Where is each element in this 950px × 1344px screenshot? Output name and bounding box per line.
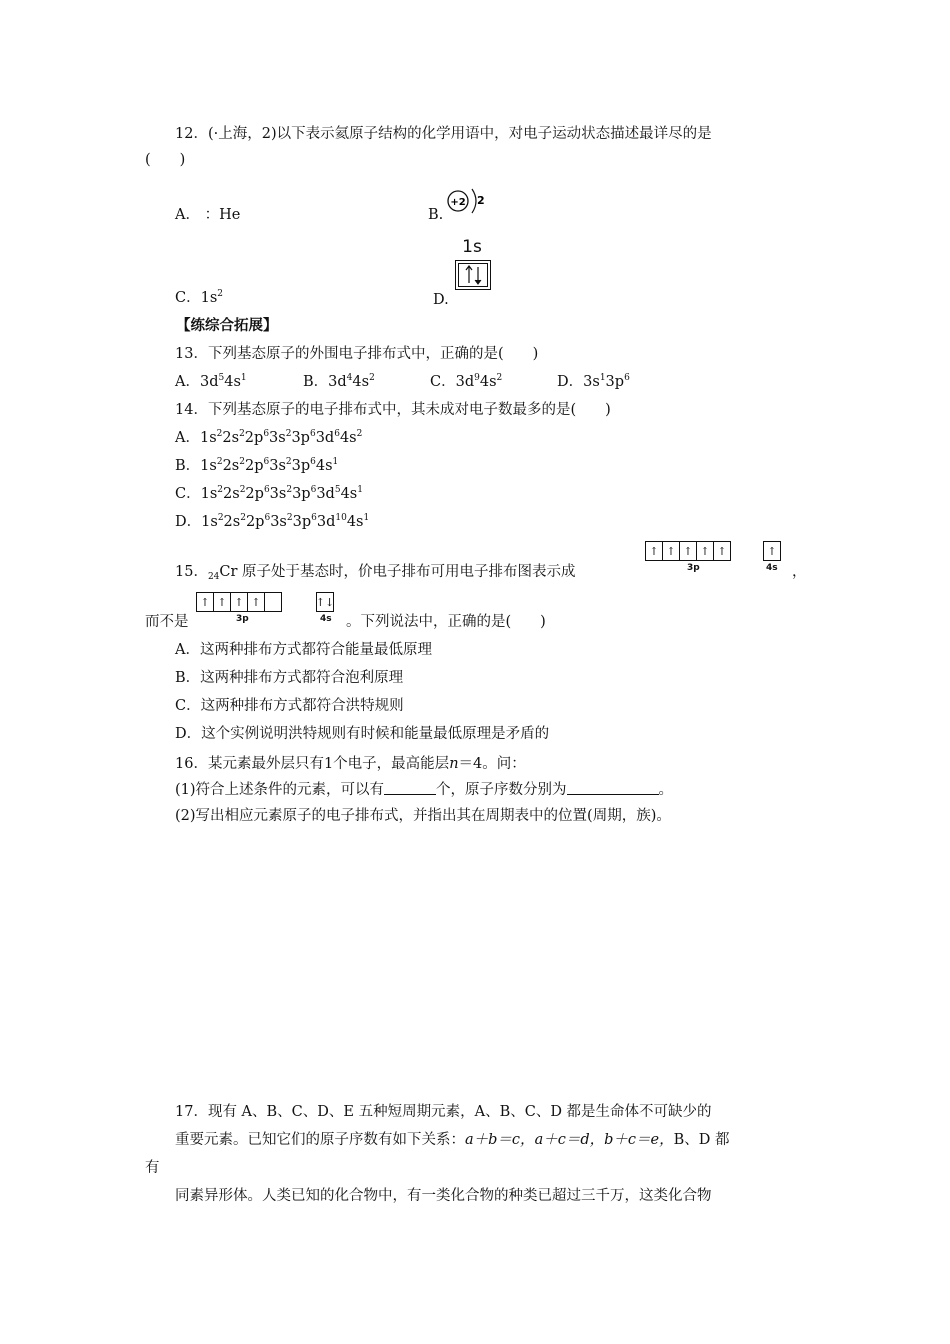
orbital-3p-label: 3p	[687, 563, 700, 573]
empty-orbital	[265, 593, 281, 611]
orbital-1s-label: 1s	[462, 237, 482, 257]
up-arrow-icon: ↑	[214, 593, 231, 611]
atom-nucleus-charge: +2	[450, 197, 466, 208]
q12-option-b-label: B.	[428, 207, 444, 223]
paired-electron-arrows-icon	[456, 261, 490, 289]
q17-equation-2: a＋c＝d，	[534, 1132, 605, 1148]
q14-stem: 14．下列基态原子的电子排布式中，其未成对电子数最多的是( )	[175, 402, 611, 418]
up-arrow-icon: ↑	[646, 542, 663, 560]
q13-option-d: D．$3s^13p^6$	[557, 373, 630, 390]
up-arrow-icon: ↑	[197, 593, 214, 611]
q12-answer-blank: ( )	[145, 152, 186, 168]
q17-line1: 17．现有 A、B、C、D、E 五种短周期元素，A、B、C、D 都是生命体不可缺少的	[175, 1104, 712, 1120]
atom-structure-icon	[444, 186, 486, 218]
q15-element: Cr	[219, 564, 238, 580]
atom-structure-diagram	[444, 186, 486, 218]
q17-equation-1: a＋b＝c，	[465, 1132, 535, 1148]
orbital-3p-label: 3p	[236, 614, 249, 624]
q12-option-d-label: D.	[433, 292, 449, 308]
orbital-diagram-correct	[645, 541, 795, 581]
q16-part1: (1)符合上述条件的元素，可以有 个，原子序数分别为 。	[175, 782, 674, 798]
up-arrow-icon: ↑	[767, 544, 777, 558]
q12-option-a-label: A．	[175, 207, 200, 223]
orbital-4s-row	[763, 541, 781, 561]
orbital-4s-label: 4s	[766, 563, 778, 573]
orbital-diagram-1s	[452, 238, 492, 290]
q14-option-c: C．$1s^22s^22p^63s^23p^63d^54s^1$	[175, 485, 363, 502]
answer-blank-2[interactable]	[567, 780, 659, 795]
q14-option-b: B．$1s^22s^22p^63s^23p^64s^1$	[175, 457, 339, 474]
q15-stem: 15．$_{24}$Cr 原子处于基态时，价电子排布可用电子排布图表示成	[175, 564, 576, 582]
q12-option-c	[175, 288, 223, 308]
q16-stem: 16．某元素最外层只有1个电子，最高能层n＝4。问：	[175, 756, 526, 772]
q15-line2-rest: 。下列说法中，正确的是( )	[346, 614, 546, 630]
q12-option-c-formula: $1s^2$	[200, 289, 224, 306]
q15-option-b: B．这两种排布方式都符合泡利原理	[175, 670, 404, 686]
q16-n-variable: n	[449, 756, 459, 772]
up-arrow-icon: ↑	[248, 593, 265, 611]
up-arrow-icon: ↑	[231, 593, 248, 611]
atom-shell-electrons: 2	[477, 194, 485, 207]
q17-line4: 同素异形体。人类已知的化合物中，有一类化合物的种类已超过三千万，这类化合物	[175, 1188, 712, 1204]
q15-line2-start: 而不是	[145, 614, 189, 630]
q17-line3: 有	[145, 1160, 160, 1176]
section-title: 【练综合拓展】	[176, 317, 278, 334]
q12-stem: 12．(·上海，2)以下表示氦原子结构的化学用语中，对电子运动状态描述最详尽的是	[175, 126, 712, 142]
q16-part2: (2)写出相应元素原子的电子排布式，并指出其在周期表中的位置(周期，族)。	[175, 808, 671, 824]
q13-option-c: C．$3d^94s^2$	[430, 373, 503, 390]
orbital-4s-label: 4s	[320, 614, 332, 624]
up-arrow-icon: ↑	[680, 542, 697, 560]
q13-stem: 13．下列基态原子的外围电子排布式中，正确的是( )	[175, 346, 539, 362]
q13-option-b: B．$3d^44s^2$	[303, 373, 375, 390]
q14-option-a: A．$1s^22s^22p^63s^23p^63d^64s^2$	[175, 429, 363, 446]
electron-configuration: $3d^54s^1$	[199, 373, 247, 390]
orbital-diagram-alternative	[196, 592, 346, 632]
orbital-3p-row	[196, 592, 282, 612]
electron-configuration: $1s^22s^22p^63s^23p^63d^{10}4s^1$	[201, 513, 370, 530]
up-arrow-icon: ↑	[717, 544, 727, 558]
q15-option-a: A．这两种排布方式都符合能量最低原理	[175, 642, 432, 658]
q15-option-d: D．这个实例说明洪特规则有时候和能量最低原理是矛盾的	[175, 726, 550, 742]
electron-configuration: $3d^94s^2$	[455, 373, 503, 390]
q12-option-c-label: C．	[175, 290, 201, 306]
up-arrow-icon: ↑	[697, 542, 714, 560]
electron-configuration: $1s^22s^22p^63s^23p^64s^1$	[200, 457, 339, 474]
electron-configuration: $1s^22s^22p^63s^23p^63d^64s^2$	[199, 429, 363, 446]
electron-configuration: $3s^13p^6$	[583, 373, 630, 390]
q13-option-a: A．$3d^54s^1$	[175, 373, 247, 390]
orbital-3p-row	[645, 541, 731, 561]
q15-comma: ，	[792, 564, 807, 580]
q17-line2: 重要元素。已知它们的原子序数有如下关系：a＋b＝c，a＋c＝d，b＋c＝e，B、D 都	[175, 1132, 730, 1148]
answer-blank-1[interactable]	[384, 780, 436, 795]
orbital-4s-row	[316, 592, 334, 612]
electron-configuration: $1s^22s^22p^63s^23p^63d^54s^1$	[200, 485, 363, 502]
q15-atomic-number: 24	[207, 572, 220, 582]
q12-option-a-text: ：He	[204, 207, 241, 223]
q14-option-d: D．$1s^22s^22p^63s^23p^63d^{10}4s^1$	[175, 513, 370, 530]
q17-equation-3: b＋c＝e，	[604, 1132, 674, 1148]
orbital-box	[455, 260, 491, 290]
up-down-arrows-icon: ↑↓	[315, 595, 335, 609]
q15-option-c: C．这两种排布方式都符合洪特规则	[175, 698, 404, 714]
up-arrow-icon: ↑	[663, 542, 680, 560]
electron-configuration: $3d^44s^2$	[328, 373, 375, 390]
q12-option-a	[175, 205, 240, 225]
